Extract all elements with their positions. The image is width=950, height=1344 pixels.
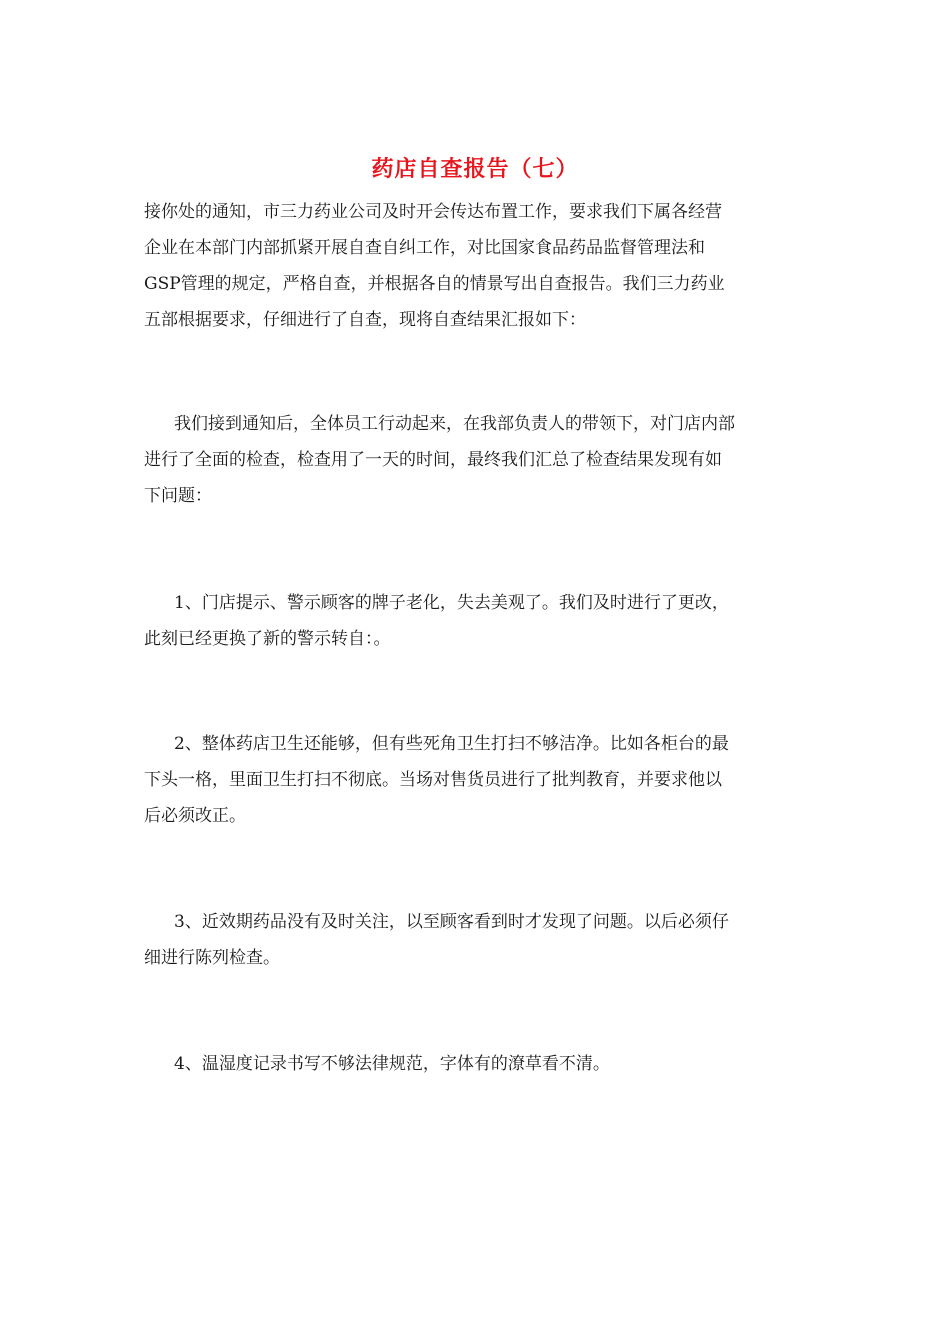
intro-line-2: 企业在本部门内部抓紧开展自查自纠工作，对比国家食品药品监督管理法和 — [144, 238, 705, 258]
issue-4-line-1: 4、温湿度记录书写不够法律规范，字体有的潦草看不清。 — [174, 1054, 610, 1074]
issue-2-line-2: 下头一格，里面卫生打扫不彻底。当场对售货员进行了批判教育，并要求他以 — [144, 770, 722, 790]
intro-line-1: 接你处的通知，市三力药业公司及时开会传达布置工作，要求我们下属各经营 — [144, 202, 722, 222]
issue-item-1 — [144, 585, 806, 657]
summary-paragraph — [144, 406, 806, 514]
issue-1-line-1: 1、门店提示、警示顾客的牌子老化，失去美观了。我们及时进行了更改， — [174, 593, 729, 613]
issue-1-line-2: 此刻已经更换了新的警示转自：。 — [144, 629, 391, 649]
issue-item-2 — [144, 726, 806, 834]
summary-line-1: 我们接到通知后，全体员工行动起来，在我部负责人的带领下，对门店内部 — [174, 414, 735, 434]
summary-line-3: 下问题： — [144, 486, 212, 506]
intro-line-4: 五部根据要求，仔细进行了自查，现将自查结果汇报如下： — [144, 310, 586, 330]
issue-item-3 — [144, 904, 806, 976]
summary-line-2: 进行了全面的检查，检查用了一天的时间，最终我们汇总了检查结果发现有如 — [144, 450, 722, 470]
document-title: 药店自查报告（七） — [371, 156, 579, 182]
issue-item-4 — [144, 1046, 806, 1082]
issue-3-line-1: 3、近效期药品没有及时关注，以至顾客看到时才发现了问题。以后必须仔 — [174, 912, 729, 932]
issue-2-line-1: 2、整体药店卫生还能够，但有些死角卫生打扫不够洁净。比如各柜台的最 — [174, 734, 729, 754]
intro-paragraph — [144, 194, 806, 338]
issue-3-line-2: 细进行陈列检查。 — [144, 948, 280, 968]
intro-line-3: GSP管理的规定，严格自查，并根据各自的情景写出自查报告。我们三力药业 — [144, 274, 725, 294]
issue-2-line-3: 后必须改正。 — [144, 806, 246, 826]
